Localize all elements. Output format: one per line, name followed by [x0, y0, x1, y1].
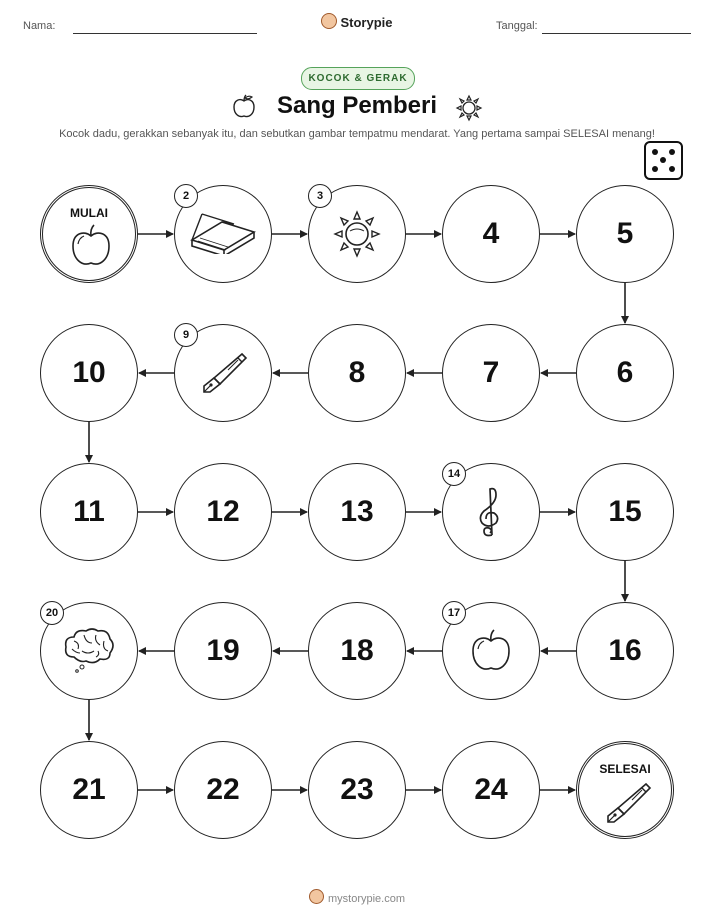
footer-url: mystorypie.com	[327, 893, 406, 905]
space-number-badge: 9	[174, 323, 198, 347]
space-number: 10	[72, 356, 106, 389]
board-space-19	[174, 602, 272, 700]
treble-clef-icon	[476, 485, 506, 539]
board-space-3	[308, 185, 406, 283]
space-number: 21	[72, 773, 106, 806]
space-number: 5	[616, 217, 634, 250]
board-space-21	[40, 741, 138, 839]
space-number: 18	[340, 634, 374, 667]
board-space-14	[442, 463, 540, 561]
category-badge: KOCOK & GERAK	[301, 67, 415, 90]
start-label: MULAI	[70, 206, 108, 220]
brand-name: Storypie	[340, 15, 393, 30]
sun-icon	[332, 209, 382, 259]
board-space-6	[576, 324, 674, 422]
board-space-10	[40, 324, 138, 422]
board-space-4	[442, 185, 540, 283]
space-number: 6	[616, 356, 634, 389]
board-space-20	[40, 602, 138, 700]
pen-icon	[602, 778, 652, 828]
space-number: 4	[482, 217, 500, 250]
board-space-18	[308, 602, 406, 700]
board-space-7	[442, 324, 540, 422]
board-space-17	[442, 602, 540, 700]
board-space-12	[174, 463, 272, 561]
finish-space	[576, 741, 674, 839]
board-space-23	[308, 741, 406, 839]
date-label: Tanggal:	[496, 20, 538, 32]
apple-icon	[469, 627, 513, 675]
board-space-16	[576, 602, 674, 700]
space-number: 7	[482, 356, 500, 389]
board-space-11	[40, 463, 138, 561]
finish-label: SELESAI	[599, 762, 651, 776]
space-number-badge: 2	[174, 184, 198, 208]
pen-icon	[198, 348, 248, 398]
apple-icon	[69, 222, 113, 270]
space-number-badge: 17	[442, 601, 466, 625]
space-number: 15	[608, 495, 642, 528]
board-space-5	[576, 185, 674, 283]
start-space	[40, 185, 138, 283]
instructions: Kocok dadu, gerakkan sebanyak itu, dan sebutkan gambar tempatmu mendarat. Yang pertama sampai SELESAI menang!	[59, 128, 655, 140]
book-icon	[188, 210, 258, 258]
space-number: 23	[340, 773, 374, 806]
space-number-badge: 14	[442, 462, 466, 486]
board-space-2	[174, 185, 272, 283]
name-label: Nama:	[23, 20, 56, 32]
board-space-8	[308, 324, 406, 422]
space-number-badge: 20	[40, 601, 64, 625]
space-number: 8	[348, 356, 366, 389]
board-space-24	[442, 741, 540, 839]
board-space-13	[308, 463, 406, 561]
space-number: 19	[206, 634, 240, 667]
space-number: 11	[73, 495, 105, 528]
space-number: 13	[340, 495, 374, 528]
space-number: 24	[474, 773, 508, 806]
space-number: 12	[206, 495, 240, 528]
board-space-15	[576, 463, 674, 561]
page-title: Sang Pemberi	[276, 92, 438, 119]
storypie-logo-icon	[309, 889, 324, 904]
space-number: 22	[206, 773, 240, 806]
space-number-badge: 3	[308, 184, 332, 208]
brain-icon	[60, 627, 118, 675]
board-space-9	[174, 324, 272, 422]
space-number: 16	[608, 634, 642, 667]
footer	[0, 889, 714, 905]
board-space-22	[174, 741, 272, 839]
